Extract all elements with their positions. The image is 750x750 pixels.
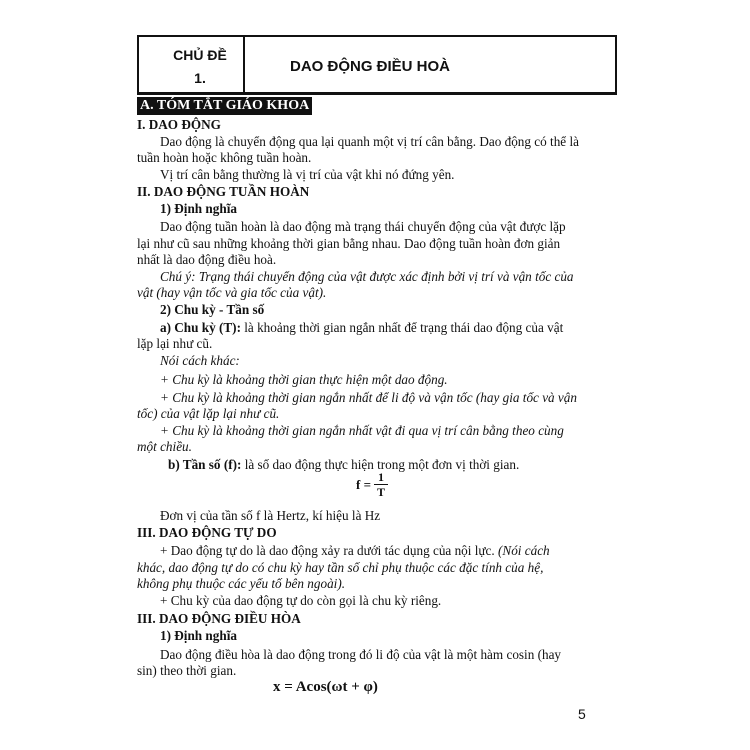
section-4-heading: III. DAO ĐỘNG ĐIỀU HÒA — [137, 611, 301, 626]
note-line: Nói cách khác: — [160, 353, 240, 368]
topic-number: 1. — [194, 70, 206, 86]
note-line: Chú ý: Trạng thái chuyển động của vật được xác định bởi vị trí và vận tốc của — [160, 269, 574, 284]
paragraph-line — [160, 543, 550, 559]
fraction-denominator: T — [376, 485, 385, 499]
topic-label: CHỦ ĐỀ — [173, 47, 227, 63]
paragraph-line: khác, dao động tự do có chu kỳ hay tần số chỉ phụ thuộc các đặc tính của hệ, — [137, 560, 544, 575]
frequency-fraction — [374, 470, 388, 499]
section-2-heading: II. DAO ĐỘNG TUẦN HOÀN — [137, 184, 310, 199]
term-text: là số dao động thực hiện trong một đơn vị thời gian. — [241, 457, 520, 472]
definition-line — [168, 457, 519, 473]
page-number: 5 — [578, 706, 586, 722]
term-label: a) Chu kỳ (T): — [160, 320, 241, 335]
fraction-numerator: 1 — [374, 470, 388, 485]
section-3-heading: III. DAO ĐỘNG TỰ DO — [137, 525, 277, 540]
paragraph-line: sin) theo thời gian. — [137, 663, 237, 678]
paragraph-line: Dao động tuần hoàn là dao động mà trạng thái chuyển động của vật được lặp — [160, 219, 566, 234]
frequency-formula-lhs: f = — [356, 477, 371, 492]
section-a-heading: A. TÓM TẮT GIÁO KHOA — [137, 97, 312, 115]
paragraph-line: lặp lại như cũ. — [137, 336, 213, 351]
paragraph-line: Dao động điều hòa là dao động trong đó li độ của vật là một hàm cosin (hay — [160, 647, 562, 662]
paragraph-line: Dao động là chuyển động qua lại quanh một vị trí cân bằng. Dao động có thể là — [160, 134, 579, 149]
term-text: là khoảng thời gian ngắn nhất để trạng thái dao động của vật — [240, 320, 564, 335]
subsection-heading: 1) Định nghĩa — [160, 628, 237, 643]
paragraph-line: không phụ thuộc các yếu tố bên ngoài). — [137, 576, 346, 591]
paragraph-italic: (Nói cách — [494, 543, 550, 558]
subsection-heading: 2) Chu kỳ - Tần số — [160, 302, 265, 317]
paragraph-line: lại như cũ sau những khoảng thời gian bằng nhau. Dao động tuần hoàn đơn giản — [137, 236, 561, 251]
paragraph-text: + Dao động tự do là dao động xảy ra dưới tác dụng của nội lực. — [160, 543, 495, 558]
chapter-title: DAO ĐỘNG ĐIỀU HOÀ — [290, 58, 451, 75]
section-1-heading: I. DAO ĐỘNG — [137, 117, 221, 132]
bullet-line: một chiều. — [137, 439, 192, 454]
paragraph-line: Vị trí cân bằng thường là vị trí của vật khi nó đứng yên. — [160, 167, 455, 182]
paragraph-line: nhất là dao động điều hoà. — [137, 252, 277, 267]
bullet-line: + Chu kỳ là khoảng thời gian thực hiện một dao động. — [160, 372, 448, 387]
paragraph-line: Đơn vị của tần số f là Hertz, kí hiệu là Hz — [160, 508, 381, 523]
bullet-line: + Chu kỳ là khoảng thời gian ngắn nhất để li độ và vận tốc (hay gia tốc và vận — [160, 390, 577, 405]
definition-line — [160, 320, 563, 336]
bullet-line: + Chu kỳ là khoảng thời gian ngắn nhất vật đi qua vị trí cân bằng theo cùng — [160, 423, 564, 438]
note-line: vật (hay vận tốc và gia tốc của vật). — [137, 285, 327, 300]
subsection-heading: 1) Định nghĩa — [160, 201, 237, 216]
term-label: b) Tần số (f): — [168, 457, 242, 472]
oscillation-formula: x = Acos(ωt + φ) — [273, 679, 378, 695]
bullet-line: tốc) của vật lặp lại như cũ. — [137, 406, 280, 421]
paragraph-line: + Chu kỳ của dao động tự do còn gọi là chu kỳ riêng. — [160, 593, 442, 608]
paragraph-line: tuần hoàn hoặc không tuần hoàn. — [137, 150, 312, 165]
header-divider — [243, 35, 245, 93]
